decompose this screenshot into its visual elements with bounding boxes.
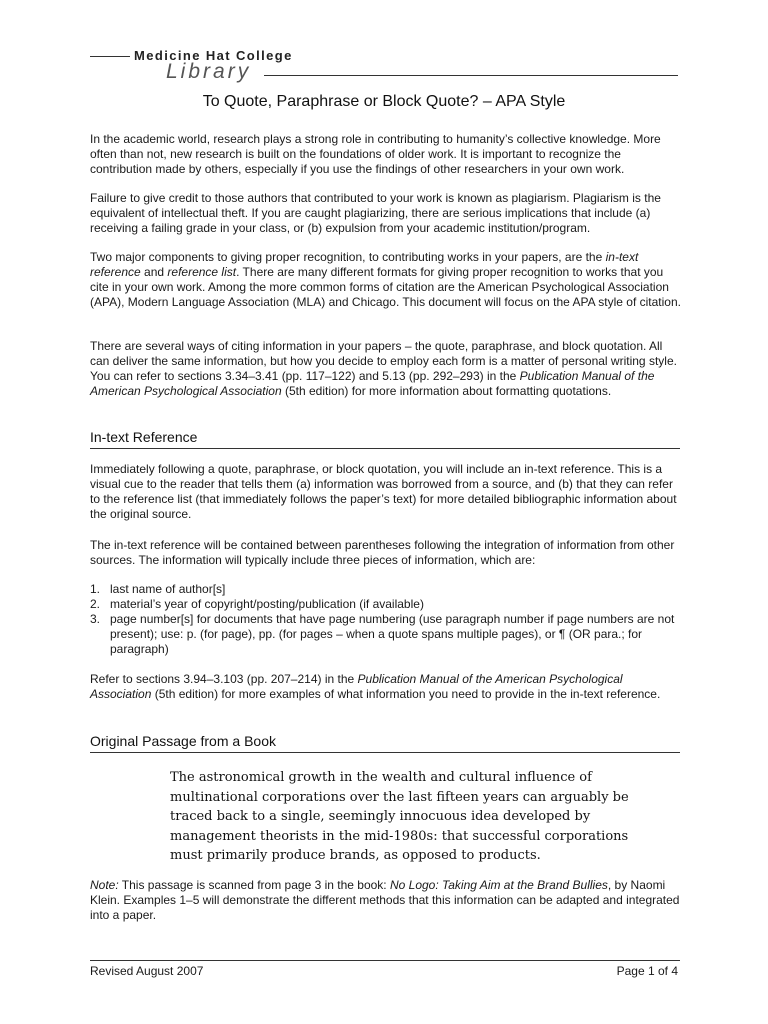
intro-p2-text: Failure to give credit to those authors that contributed to your work is known as plagiarism. Plagiarism is the equivalent of intellectual theft. If you are caught plagiarizing, there are serious implications that include (a) receiving a failing grade in your class, or (b) expulsion from your academic institution/program.: [90, 191, 661, 235]
list-item: [90, 612, 680, 657]
scanned-passage-text: The astronomical growth in the wealth and cultural influence of multinational corporations over the last fifteen years can arguably be traced back to a single, seemingly innocuous idea developed by management theorists in the mid-1980s: that successful corporations must primarily produce brands, as opposed to products.: [170, 770, 629, 863]
intext-p3-b: (5th edition) for more examples of what information you need to provide in the in-text reference.: [151, 687, 661, 701]
footer-rule: [90, 960, 680, 961]
intext-p2-text: The in-text reference will be contained between parentheses following the integration of information from other sources. The information will typically include three pieces of information, which are:: [90, 538, 675, 567]
note-text-b: , by Naomi Klein. Examples 1–5 will demonstrate the different methods that this information can be adapted and integrated into a paper.: [90, 878, 680, 922]
list-item: [90, 597, 680, 612]
intext-paragraph-1: [90, 462, 682, 522]
intext-paragraph-3: [90, 672, 682, 702]
intext-info-list: [90, 582, 680, 657]
intext-paragraph-2: [90, 538, 682, 568]
intext-p1-text: Immediately following a quote, paraphrase, or block quotation, you will include an in-text reference. This is a visual cue to the reader that tells them (a) information was borrowed from a source, and (b) that they can refer to the reference list (that immediately follows the paper’s text) for more detailed bibliographic information about the original source.: [90, 462, 677, 521]
intro-p3-a: Two major components to giving proper recognition, to contributing works in your papers, are the: [90, 250, 606, 264]
college-library-logo: [90, 46, 680, 86]
scanned-book-passage: [170, 768, 630, 866]
intext-p3-italic: Publication Manual of the American Psychological Association: [90, 672, 623, 701]
list-item-text: last name of author[s]: [110, 582, 226, 596]
logo-rule-right: [264, 75, 678, 76]
list-item-text: material’s year of copyright/posting/publication (if available): [110, 597, 424, 611]
intro-p4-b: (5th edition) for more information about formatting quotations.: [281, 384, 612, 398]
footer-revised-date: Revised August 2007: [90, 964, 204, 978]
passage-note: [90, 878, 682, 923]
intro-p3-b: and: [140, 265, 168, 279]
section-heading-original-passage: Original Passage from a Book: [90, 733, 680, 753]
logo-college-name: Medicine Hat College: [134, 48, 293, 63]
logo-rule-left: [90, 56, 130, 57]
list-item-number: 2.: [90, 597, 101, 611]
intro-paragraph-1: [90, 132, 682, 177]
note-label: Note:: [90, 878, 119, 892]
intext-p3-a: Refer to sections 3.94–3.103 (pp. 207–214) in the: [90, 672, 358, 686]
intro-p3-c: . There are many different formats for giving proper recognition to works that you cite in your own work. Among the more common forms of citation are the American Psychological Association (APA), Modern Language Association (MLA) and Chicago. This document will focus on the APA style of citation.: [90, 265, 681, 309]
intro-p3-italic-2: reference list: [167, 265, 237, 279]
list-item-number: 1.: [90, 582, 101, 596]
intro-p3-italic-1: in-text reference: [90, 250, 639, 279]
intro-p1-text: In the academic world, research plays a strong role in contributing to humanity’s collective knowledge. More often than not, new research is built on the foundations of older work. It is important to recognize the contribution made by others, especially if you use the findings of other researchers in your own work.: [90, 132, 661, 176]
logo-library-word: Library: [166, 60, 252, 83]
intro-p4-italic: Publication Manual of the American Psychological Association: [90, 369, 655, 398]
footer-page-number: Page 1 of 4: [616, 964, 678, 978]
intro-p4-a: There are several ways of citing information in your papers – the quote, paraphrase, and block quotation. All can deliver the same information, but how you decide to employ each form is a matter of personal writing style. You can refer to sections 3.34–3.41 (pp. 117–122) and 5.13 (pp. 292–293) in the: [90, 339, 677, 383]
note-text-a: This passage is scanned from page 3 in the book:: [118, 878, 390, 892]
note-book-title: No Logo: Taking Aim at the Brand Bullies: [389, 878, 608, 892]
intro-paragraph-4: [90, 339, 682, 399]
list-item-number: 3.: [90, 612, 101, 626]
intro-paragraph-2: [90, 191, 682, 236]
section-heading-intext: In-text Reference: [90, 429, 680, 449]
intro-paragraph-3: [90, 250, 682, 310]
list-item-text: page number[s] for documents that have page numbering (use paragraph number if page numbers are not present); use: p. (for page), pp. (for pages – when a quote spans multiple pages), or ¶ (OR para.; for paragraph): [110, 612, 675, 656]
list-item: [90, 582, 680, 597]
document-title: To Quote, Paraphrase or Block Quote? – APA Style: [202, 93, 566, 110]
